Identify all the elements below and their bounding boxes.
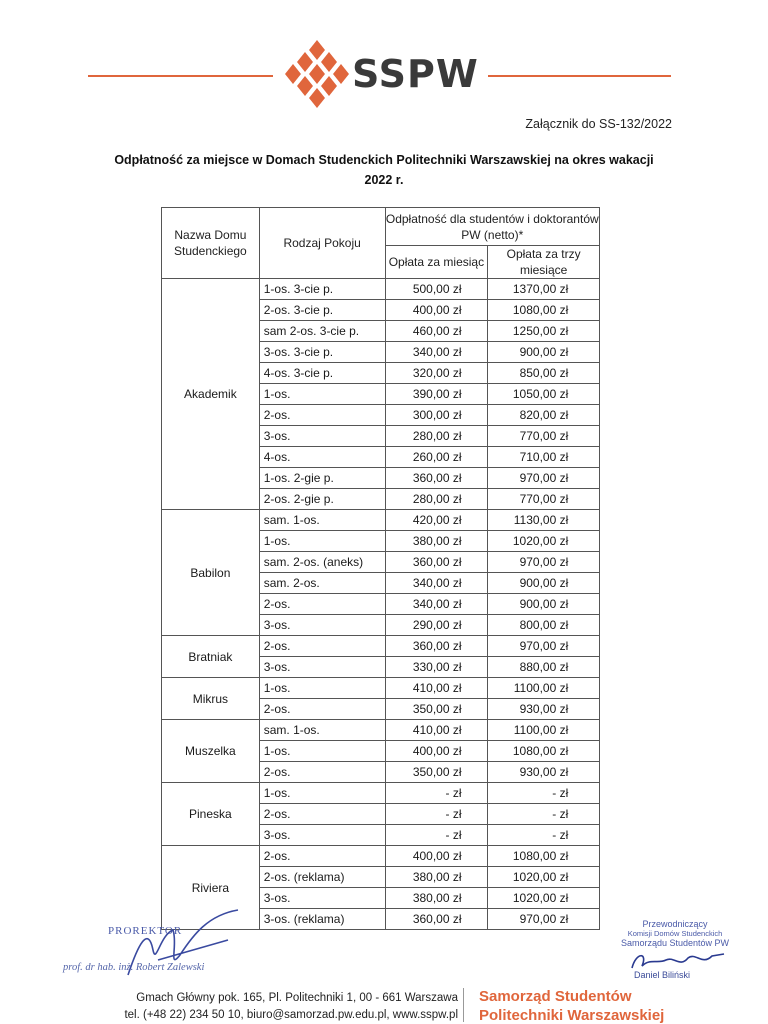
monthly-fee-cell [385, 741, 488, 762]
three-month-fee-cell [488, 300, 600, 321]
footer-address [88, 990, 458, 1024]
footer-org-line-1: Samorząd Studentów [479, 988, 632, 1005]
three-month-fee-cell [488, 468, 600, 489]
room-type-cell: 2-os. [259, 804, 385, 825]
monthly-fee-cell [385, 909, 488, 930]
room-type-cell: 4-os. [259, 447, 385, 468]
monthly-fee-cell [385, 531, 488, 552]
monthly-fee-value: 500,00 zł [412, 282, 462, 296]
three-month-fee-cell [488, 657, 600, 678]
monthly-fee-cell [385, 300, 488, 321]
monthly-fee-value: 300,00 zł [412, 408, 462, 422]
three-month-fee-cell [488, 531, 600, 552]
three-month-fee-value: 1250,00 zł [512, 324, 569, 338]
three-month-fee-cell [488, 594, 600, 615]
monthly-fee-value: 360,00 zł [412, 471, 462, 485]
monthly-fee-cell [385, 699, 488, 720]
room-type-cell: sam. 2-os. (aneks) [259, 552, 385, 573]
table-row [162, 636, 600, 657]
three-month-fee-cell [488, 342, 600, 363]
prorector-signature-icon [118, 905, 258, 985]
room-type-cell: 3-os. [259, 657, 385, 678]
monthly-fee-cell [385, 846, 488, 867]
chairman-title: Przewodniczący [642, 919, 708, 929]
header-fees-group: Odpłatność dla studentów i doktorantów PW (netto)* [385, 208, 599, 246]
three-month-fee-value: 970,00 zł [519, 639, 569, 653]
three-month-fee-value: 820,00 zł [519, 408, 569, 422]
three-month-fee-cell [488, 447, 600, 468]
three-month-fee-cell [488, 552, 600, 573]
sspw-logo-icon [285, 38, 349, 110]
three-month-fee-cell [488, 321, 600, 342]
logo-text: SSPW [352, 52, 479, 96]
monthly-fee-value: 350,00 zł [412, 702, 462, 716]
chairman-name: Daniel Biliński [634, 970, 691, 980]
dorm-name-cell: Muszelka [162, 720, 260, 783]
monthly-fee-value: 400,00 zł [412, 303, 462, 317]
three-month-fee-cell [488, 867, 600, 888]
monthly-fee-value: - zł [445, 828, 462, 842]
three-month-fee-value: 1080,00 zł [512, 744, 569, 758]
monthly-fee-cell [385, 867, 488, 888]
three-month-fee-cell [488, 489, 600, 510]
room-type-cell: 2-os. [259, 846, 385, 867]
monthly-fee-value: 350,00 zł [412, 765, 462, 779]
three-month-fee-cell [488, 825, 600, 846]
monthly-fee-cell [385, 678, 488, 699]
header-rule-right [488, 75, 671, 77]
three-month-fee-value: 900,00 zł [519, 576, 569, 590]
three-month-fee-value: 1100,00 zł [513, 681, 569, 695]
table-row [162, 720, 600, 741]
monthly-fee-cell [385, 384, 488, 405]
monthly-fee-cell [385, 426, 488, 447]
three-month-fee-cell [488, 909, 600, 930]
three-month-fee-value: 970,00 zł [519, 471, 569, 485]
footer-address-line-1: Gmach Główny pok. 165, Pl. Politechniki 1, 00 - 661 Warszawa [136, 992, 458, 1004]
chairman-organization: Samorządu Studentów PW [620, 938, 730, 948]
title-line-1: Odpłatność za miejsce w Domach Studenckich Politechniki Warszawskiej na okres wakacji [114, 153, 654, 167]
three-month-fee-value: 880,00 zł [519, 660, 569, 674]
three-month-fee-value: 900,00 zł [519, 345, 569, 359]
monthly-fee-cell [385, 468, 488, 489]
attachment-reference: Załącznik do SS-132/2022 [525, 117, 672, 131]
three-month-fee-cell [488, 363, 600, 384]
table-row [162, 783, 600, 804]
prorector-name: prof. dr hab. inż. Robert Zalewski [63, 962, 205, 973]
monthly-fee-cell [385, 510, 488, 531]
room-type-cell: sam. 2-os. [259, 573, 385, 594]
monthly-fee-value: 420,00 zł [412, 513, 462, 527]
header-room-type: Rodzaj Pokoju [259, 208, 385, 279]
footer-address-line-2: tel. (+48 22) 234 50 10, biuro@samorzad.pw.edu.pl, www.sspw.pl [124, 1009, 458, 1021]
room-type-cell: 2-os. 2-gie p. [259, 489, 385, 510]
monthly-fee-value: 340,00 zł [412, 345, 462, 359]
monthly-fee-cell [385, 594, 488, 615]
room-type-cell: sam 2-os. 3-cie p. [259, 321, 385, 342]
room-type-cell: 1-os. [259, 678, 385, 699]
monthly-fee-cell [385, 636, 488, 657]
monthly-fee-cell [385, 573, 488, 594]
room-type-cell: 4-os. 3-cie p. [259, 363, 385, 384]
three-month-fee-cell [488, 846, 600, 867]
room-type-cell: sam. 1-os. [259, 720, 385, 741]
table-row [162, 279, 600, 300]
three-month-fee-value: 1370,00 zł [512, 282, 569, 296]
dorm-name-cell: Babilon [162, 510, 260, 636]
three-month-fee-value: 930,00 zł [519, 765, 569, 779]
monthly-fee-value: - zł [445, 786, 462, 800]
three-month-fee-value: - zł [552, 786, 569, 800]
header-rule-left [88, 75, 273, 77]
three-month-fee-value: - zł [552, 828, 569, 842]
monthly-fee-value: 280,00 zł [412, 492, 462, 506]
room-type-cell: 1-os. [259, 783, 385, 804]
monthly-fee-value: 320,00 zł [412, 366, 462, 380]
table-row [162, 678, 600, 699]
room-type-cell: 1-os. 2-gie p. [259, 468, 385, 489]
monthly-fee-value: 340,00 zł [412, 597, 462, 611]
room-type-cell: 1-os. [259, 741, 385, 762]
room-type-cell: 2-os. 3-cie p. [259, 300, 385, 321]
monthly-fee-value: 380,00 zł [412, 891, 462, 905]
three-month-fee-value: 1100,00 zł [513, 723, 569, 737]
footer-org-line-2: Politechniki Warszawskiej [479, 1007, 665, 1024]
three-month-fee-cell [488, 762, 600, 783]
three-month-fee-cell [488, 699, 600, 720]
monthly-fee-value: 360,00 zł [412, 912, 462, 926]
prorector-title: PROREKTOR [108, 925, 183, 937]
room-type-cell: 2-os. [259, 405, 385, 426]
three-month-fee-value: 710,00 zł [519, 450, 569, 464]
monthly-fee-value: 400,00 zł [412, 849, 462, 863]
monthly-fee-value: 360,00 zł [412, 639, 462, 653]
room-type-cell: 2-os. [259, 636, 385, 657]
monthly-fee-value: - zł [445, 807, 462, 821]
monthly-fee-cell [385, 783, 488, 804]
room-type-cell: 2-os. (reklama) [259, 867, 385, 888]
three-month-fee-value: 970,00 zł [519, 912, 569, 926]
monthly-fee-value: 410,00 zł [412, 681, 462, 695]
three-month-fee-cell [488, 783, 600, 804]
monthly-fee-cell [385, 804, 488, 825]
room-type-cell: 3-os. 3-cie p. [259, 342, 385, 363]
header-dorm-name: Nazwa Domu Studenckiego [162, 208, 260, 279]
dorm-name-cell: Bratniak [162, 636, 260, 678]
three-month-fee-value: 1050,00 zł [512, 387, 569, 401]
monthly-fee-cell [385, 762, 488, 783]
three-month-fee-value: 770,00 zł [519, 429, 569, 443]
room-type-cell: 3-os. (reklama) [259, 909, 385, 930]
document-title [70, 150, 698, 190]
room-type-cell: 1-os. [259, 531, 385, 552]
three-month-fee-cell [488, 804, 600, 825]
dorm-name-cell: Pineska [162, 783, 260, 846]
room-type-cell: sam. 1-os. [259, 510, 385, 531]
monthly-fee-value: 280,00 zł [412, 429, 462, 443]
footer-divider [463, 988, 464, 1022]
monthly-fee-value: 410,00 zł [412, 723, 462, 737]
three-month-fee-cell [488, 279, 600, 300]
monthly-fee-value: 340,00 zł [412, 576, 462, 590]
three-month-fee-cell [488, 720, 600, 741]
three-month-fee-value: 1020,00 zł [512, 870, 569, 884]
monthly-fee-cell [385, 489, 488, 510]
three-month-fee-value: 800,00 zł [519, 618, 569, 632]
three-month-fee-value: 1020,00 zł [512, 891, 569, 905]
monthly-fee-cell [385, 342, 488, 363]
three-month-fee-value: - zł [552, 807, 569, 821]
chairman-committee: Komisji Domów Studenckich [627, 929, 723, 938]
fees-table [161, 207, 600, 930]
three-month-fee-value: 930,00 zł [519, 702, 569, 716]
room-type-cell: 2-os. [259, 699, 385, 720]
three-month-fee-cell [488, 615, 600, 636]
fees-table-body [162, 279, 600, 930]
three-month-fee-cell [488, 510, 600, 531]
monthly-fee-value: 290,00 zł [412, 618, 462, 632]
monthly-fee-value: 260,00 zł [412, 450, 462, 464]
three-month-fee-cell [488, 384, 600, 405]
monthly-fee-value: 360,00 zł [412, 555, 462, 569]
monthly-fee-value: 400,00 zł [412, 744, 462, 758]
three-month-fee-cell [488, 888, 600, 909]
three-month-fee-value: 850,00 zł [519, 366, 569, 380]
three-month-fee-cell [488, 426, 600, 447]
footer-organization [479, 987, 664, 1024]
monthly-fee-value: 380,00 zł [412, 870, 462, 884]
monthly-fee-cell [385, 552, 488, 573]
three-month-fee-cell [488, 573, 600, 594]
room-type-cell: 2-os. [259, 594, 385, 615]
table-row [162, 846, 600, 867]
monthly-fee-value: 460,00 zł [412, 324, 462, 338]
three-month-fee-value: 970,00 zł [519, 555, 569, 569]
monthly-fee-value: 330,00 zł [412, 660, 462, 674]
monthly-fee-cell [385, 615, 488, 636]
three-month-fee-value: 900,00 zł [519, 597, 569, 611]
three-month-fee-cell [488, 636, 600, 657]
dorm-name-cell: Riviera [162, 846, 260, 930]
monthly-fee-cell [385, 279, 488, 300]
three-month-fee-cell [488, 741, 600, 762]
header-monthly-fee: Opłata za miesiąc [385, 246, 488, 279]
monthly-fee-cell [385, 405, 488, 426]
three-month-fee-value: 1020,00 zł [512, 534, 569, 548]
room-type-cell: 3-os. [259, 825, 385, 846]
three-month-fee-value: 770,00 zł [519, 492, 569, 506]
monthly-fee-cell [385, 447, 488, 468]
three-month-fee-value: 1130,00 zł [513, 513, 569, 527]
monthly-fee-cell [385, 825, 488, 846]
room-type-cell: 2-os. [259, 762, 385, 783]
monthly-fee-cell [385, 657, 488, 678]
monthly-fee-value: 390,00 zł [412, 387, 462, 401]
monthly-fee-cell [385, 321, 488, 342]
room-type-cell: 3-os. [259, 426, 385, 447]
dorm-name-cell: Akademik [162, 279, 260, 510]
monthly-fee-cell [385, 363, 488, 384]
table-row [162, 510, 600, 531]
room-type-cell: 1-os. [259, 384, 385, 405]
monthly-fee-cell [385, 720, 488, 741]
monthly-fee-cell [385, 888, 488, 909]
room-type-cell: 3-os. [259, 888, 385, 909]
three-month-fee-value: 1080,00 zł [512, 849, 569, 863]
dorm-name-cell: Mikrus [162, 678, 260, 720]
room-type-cell: 3-os. [259, 615, 385, 636]
monthly-fee-value: 380,00 zł [412, 534, 462, 548]
room-type-cell: 1-os. 3-cie p. [259, 279, 385, 300]
three-month-fee-cell [488, 678, 600, 699]
three-month-fee-cell [488, 405, 600, 426]
title-line-2: 2022 r. [364, 173, 404, 187]
header-three-month-fee: Opłata za trzy miesiące [488, 246, 600, 279]
three-month-fee-value: 1080,00 zł [512, 303, 569, 317]
